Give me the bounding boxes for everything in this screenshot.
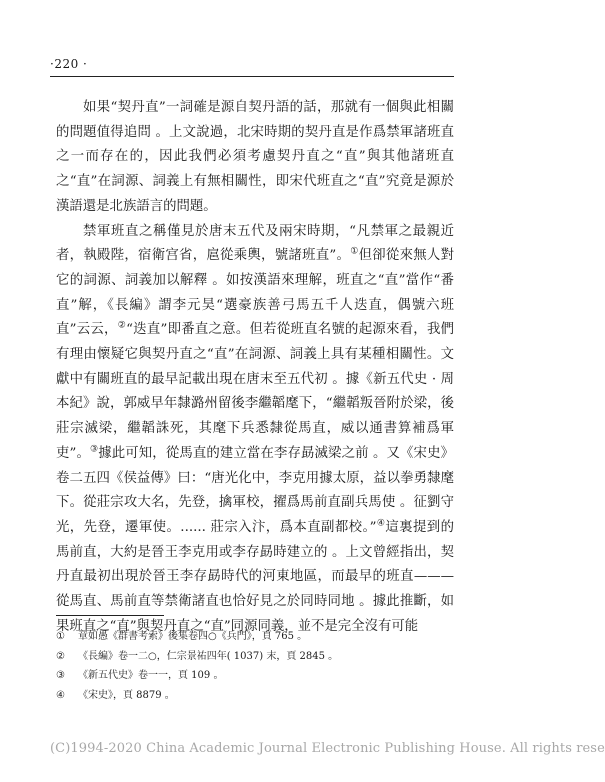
footnote-text: 章如愚《群書考索》後集卷四○《兵門》，頁 765 。 (78, 631, 308, 642)
body-paragraph (56, 96, 454, 220)
copyright-watermark: (C)1994-2020 China Academic Journal Electronic Publishing House. All rights rese (50, 741, 605, 756)
page-number: ·220 · (50, 57, 88, 71)
footnote (56, 666, 454, 686)
footnote-mark: ② (56, 650, 65, 662)
footnote-mark: ① (56, 631, 65, 642)
footnote (56, 686, 454, 706)
footnote-mark: ④ (56, 689, 65, 701)
paragraph-text: “迭直”即番直之意。但若從班直名號的起源來看，我們有理由懷疑它與契丹直之“直”在詞源、詞義上具有某種相關性。文獻中有關班直的最早記載出現在唐末至五代初 。據《新五代史 · 周本紀》說，郭威早年隸潞州留後李繼韜麾下，“繼韜叛晉附於梁，後莊宗滅梁，繼韜誅死，其麾下兵悉隸從馬直，威以通書算補爲軍吏”。 (56, 322, 454, 461)
footnote-separator (56, 615, 164, 616)
footnote-reference: ④ (376, 518, 386, 529)
footnote-text: 《新五代史》卷一一，頁 109 。 (78, 670, 224, 681)
footnotes (56, 627, 454, 705)
header-rule (50, 76, 454, 77)
footnote-text: 《長編》卷一二○，仁宗景祐四年( 1037) 末，頁 2845 。 (78, 650, 339, 662)
footnote (56, 647, 454, 667)
footnote-reference: ① (350, 246, 359, 257)
paragraph-text: 但卻從來無人對它的詞源、詞義加以解釋 。如按漢語來理解，班直之“直”當作“番直”解，《長編》謂李元昊“選豪族善弓馬五千人迭直，偶號六班直”云云， (56, 248, 454, 338)
footnote (56, 627, 454, 647)
paragraph-text: 禁軍班直之稱僅見於唐末五代及兩宋時期，“凡禁軍之最親近者，執殿陛，宿衛宫省，扈從乘輿，號諸班直”。 (56, 223, 454, 264)
footnote-reference: ② (117, 320, 127, 331)
body-paragraph (56, 220, 454, 640)
body-text (56, 96, 454, 639)
paragraph-text: 如果“契丹直”一詞確是源自契丹語的話，那就有一個與此相關的問題值得追問 。上文說過，北宋時期的契丹直是作爲禁軍諸班直之一而存在的，因此我們必須考慮契丹直之“直”與其他諸班直之“直”在詞源、詞義上有無相關性，即宋代班直之“直”究竟是源於漢語還是北族語言的問題。 (56, 100, 454, 214)
footnote-mark: ③ (56, 670, 65, 681)
paragraph-text: 這裏提到的馬前直，大約是晉王李克用或李存勗時建立的 。上文曾經指出，契丹直最初出現於晉王李存勗時代的河東地區，而最早的班直———從馬直、馬前直等禁衛諸直也恰好見之於同時同地 。據此推斷，如果班直之“直”與契丹直之“直”同源同義，並不是完全沒有可能 (56, 519, 454, 634)
footnote-text: 《宋史》，頁 8879 。 (78, 689, 175, 701)
paragraph-text: 據此可知，從馬直的建立當在李存勗滅梁之前 。又《宋史》卷二五四《侯益傳》曰：“唐光化中，李克用據太原，益以拳勇隸麾下。從莊宗攻大名，先登，擒軍校，擢爲馬前直副兵馬使 。征劉守光，先登，遷軍使。...... 莊宗入汴，爲本直副都校。” (56, 445, 454, 535)
footnote-reference: ③ (90, 444, 99, 455)
